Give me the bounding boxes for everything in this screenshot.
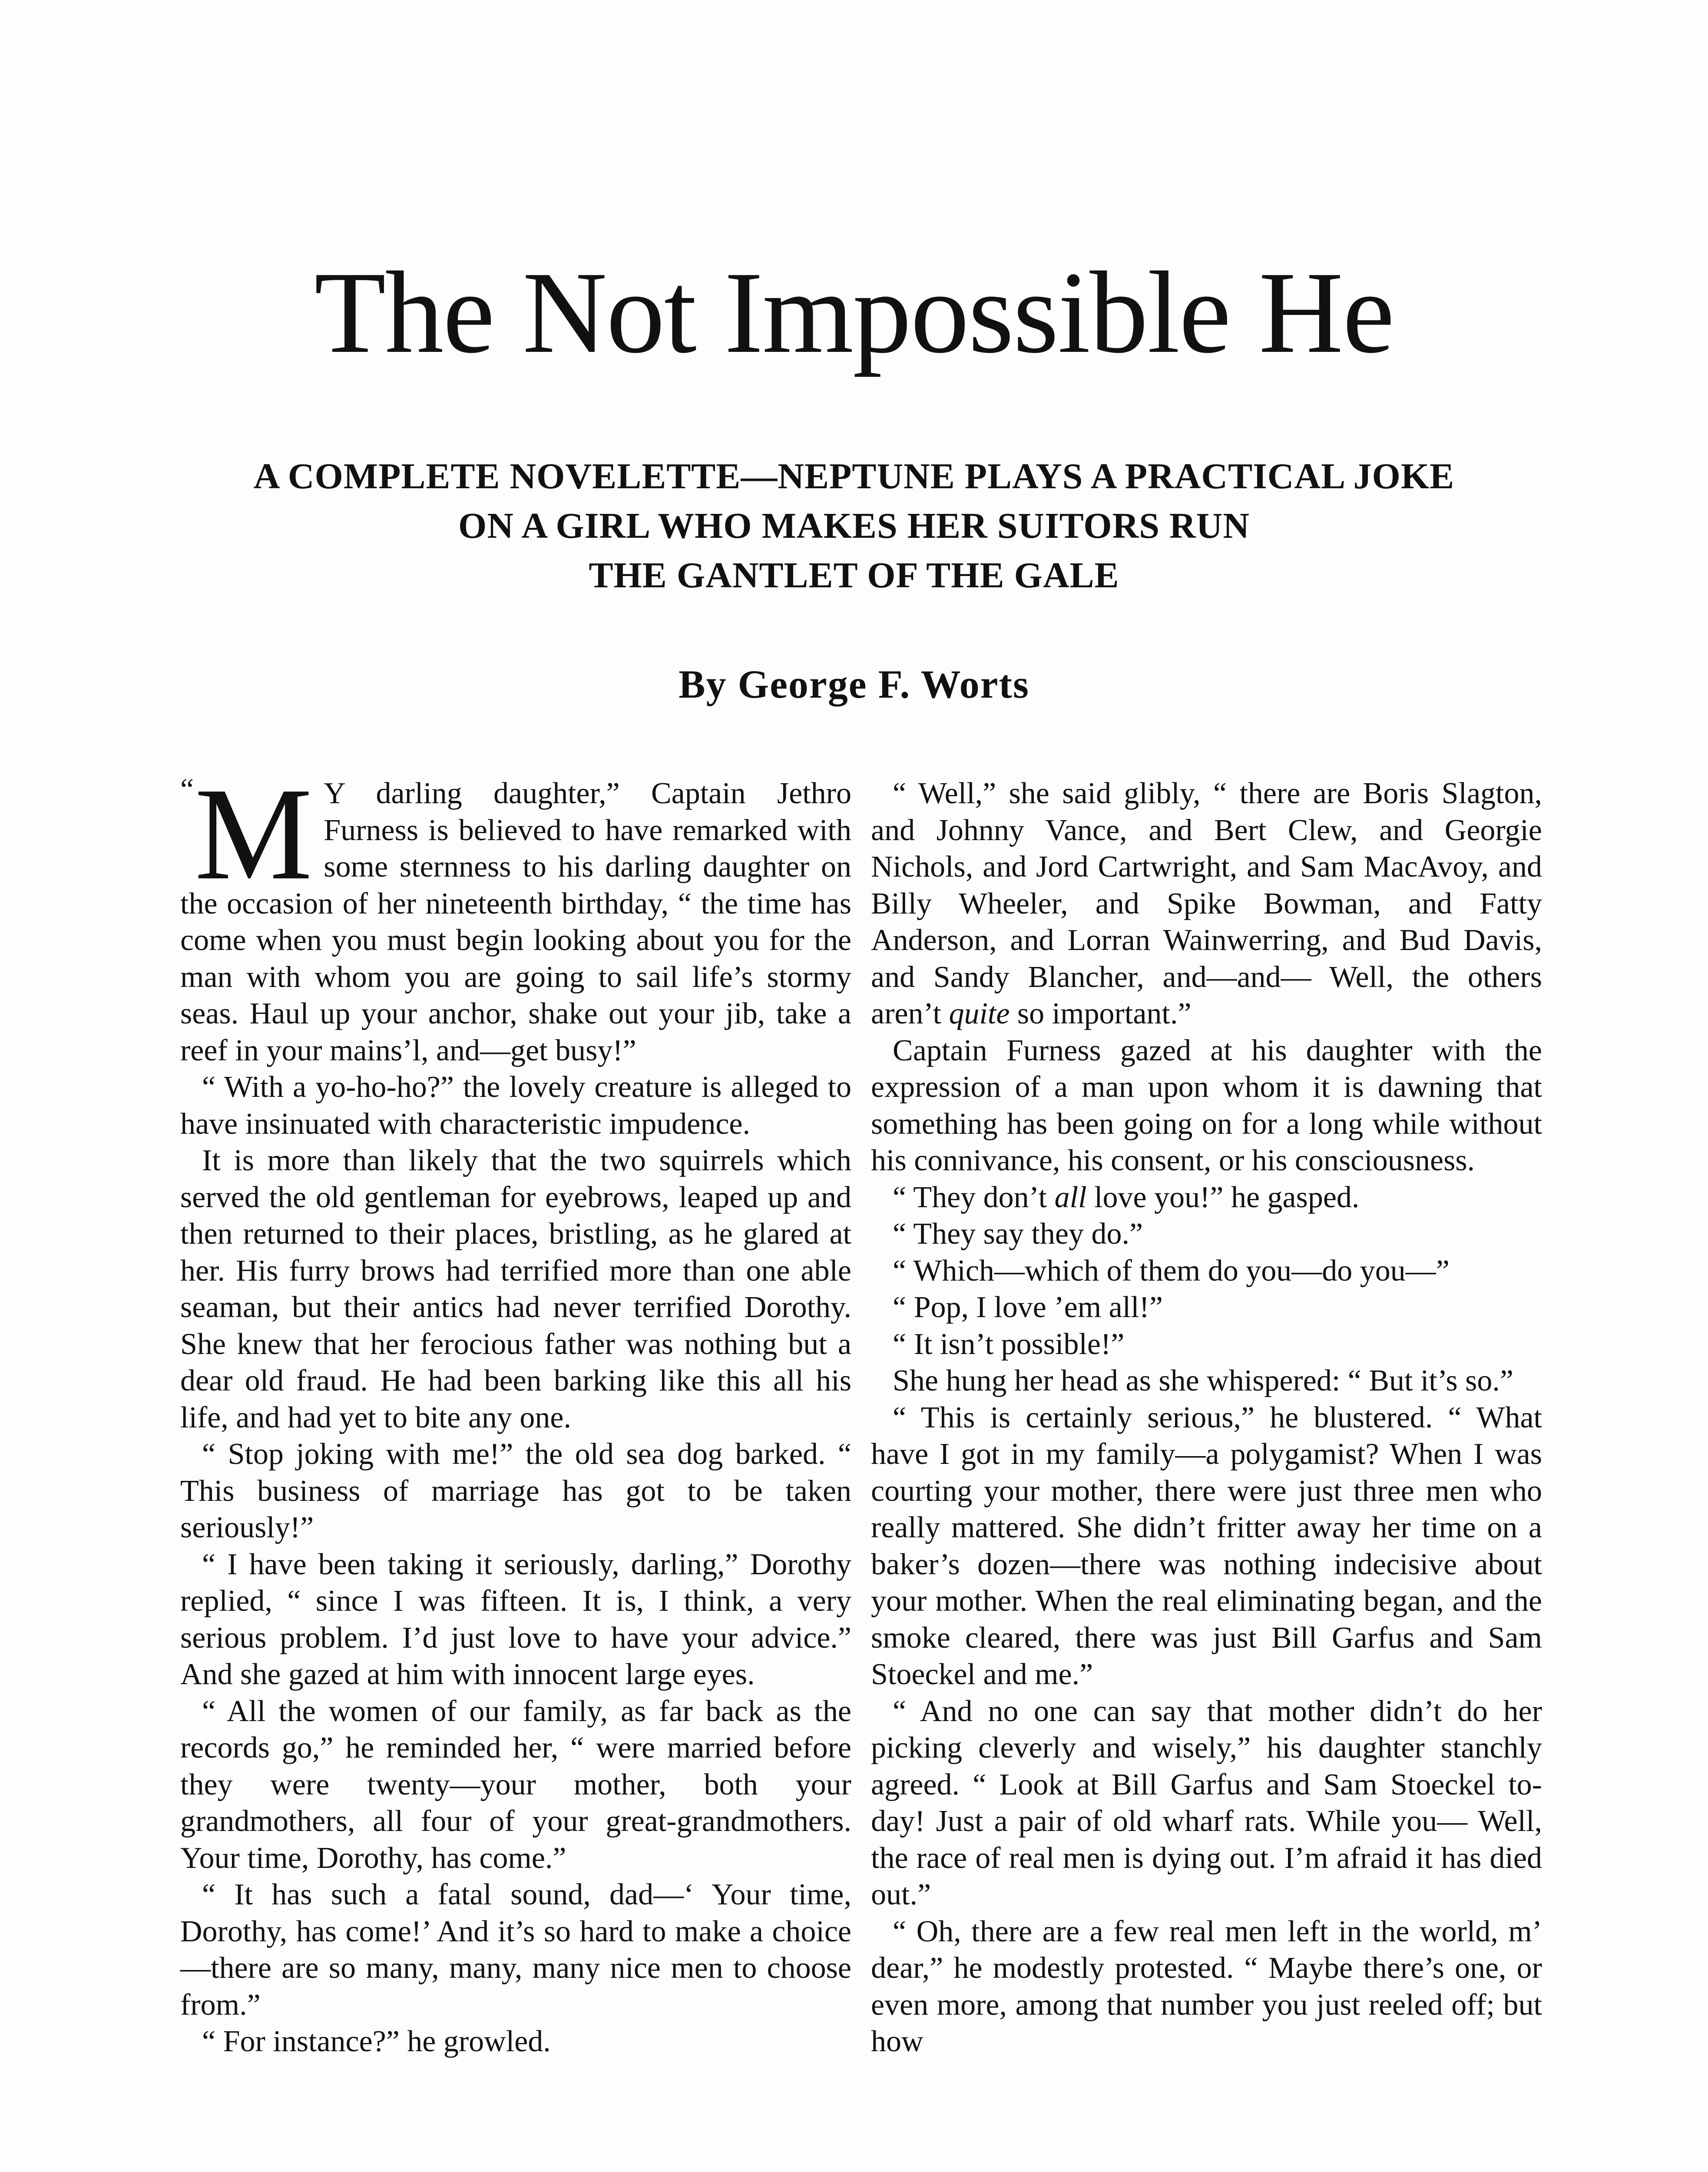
paragraph: Captain Furness gazed at his daughter with the expression of a man upon whom it is dawning that something has been going on for a long while without his connivance, his consent, or his consciousness. [871,1033,1542,1177]
paragraph: “ And no one can say that mother didn’t do her picking cleverly and wisely,” his daughter stanchly agreed. “ Look at Bill Garfus and Sam Stoeckel to-day! Just a pair of old wharf rats. While you— Well, the race of real men is dying out. I’m afraid it has died out.” [871,1694,1542,1911]
paragraph: She hung her head as she whispered: “ But it’s so.” [893,1364,1513,1397]
paragraph: “ Pop, I love ’em all!” [893,1291,1163,1324]
paragraph: “ Well,” she said glibly, “ there are Boris Slagton, and Johnny Vance, and Bert Clew, and Georgie Nichols, and Jord Cartwright, and Sam MacAvoy, and Billy Wheeler, and Spike Bowman, and Fatty Anderson, and Lorran Wainwerring, and Bud Davis, and Sandy Blancher, and—and— Well, the others aren’t quite so important.” [871,777,1542,1030]
paragraph: “ With a yo-ho-ho?” the lovely creature is alleged to have insinuated with characteristic impudence. [180,1070,851,1141]
paragraph: “ For instance?” he growled. [202,2025,551,2058]
text-column-right [871,775,1542,2060]
subtitle-line: ON A GIRL WHO MAKES HER SUITORS RUN [458,506,1250,546]
paragraph: “ It isn’t possible!” [893,1327,1125,1361]
paragraph: “ They say they do.” [893,1217,1143,1251]
paragraph: “ This is certainly serious,” he blustered. “ What have I got in my family—a polygamist? When I was courting your mother, there were just three men who really mattered. She didn’t fritter away her time on a baker’s dozen—there was nothing indecisive about your mother. When the real eliminating began, and the smoke cleared, there was just Bill Garfus and Sam Stoeckel and me.” [871,1401,1542,1691]
paragraph: “ They don’t all love you!” he gasped. [893,1180,1360,1214]
opening-paragraph [180,760,851,1069]
paragraph: “ All the women of our family, as far back as the records go,” he reminded her, “ were married before they were twenty—your mother, both your grandmothers, all four of your great-grandmothers. Your time, Dorothy, has come.” [180,1694,851,1875]
paragraph: “ It has such a fatal sound, dad—‘ Your time, Dorothy, has come!’ And it’s so hard to make a choice—there are so many, many, many nice men to choose from.” [180,1878,851,2022]
paragraph: “ Stop joking with me!” the old sea dog barked. “ This business of marriage has got to be taken seriously!” [180,1437,851,1544]
drop-cap: M [195,760,313,907]
paragraph: “ Which—which of them do you—do you—” [893,1254,1450,1288]
paragraph: “ I have been taking it seriously, darling,” Dorothy replied, “ since I was fifteen. It is, I think, a very serious problem. I’d just love to have your advice.” And she gazed at him with innocent large eyes. [180,1547,851,1691]
opening-quote-mark: “ [180,773,194,806]
opening-text: Y darling daughter,” Captain Jethro Furness is believed to have remarked with some sternness to his darling daughter on the occasion of her nineteenth birthday, “ the time has come when you must begin looking about you for the man with whom you are going to sail life’s stormy seas. Haul up your anchor, shake out your jib, take a reef in your mains’l, and—get busy!” [180,777,851,1067]
text-column-left [180,760,851,2060]
subtitle-line: A COMPLETE NOVELETTE—NEPTUNE PLAYS A PRACTICAL JOKE [253,456,1455,497]
byline: By George F. Worts [679,662,1029,706]
paragraph: “ Oh, there are a few real men left in the world, m’ dear,” he modestly protested. “ Maybe there’s one, or even more, among that number you just reeled off; but how [871,1914,1542,2058]
subtitle-line: THE GANTLET OF THE GALE [589,555,1119,596]
story-title: The Not Impossible He [314,248,1394,377]
story-subtitle [130,452,1578,600]
paragraph: It is more than likely that the two squirrels which served the old gentleman for eyebrows, leaped up and then returned to their places, bristling, as he glared at her. His furry brows had terrified more than one able seaman, but their antics had never terrified Dorothy. She knew that her ferocious father was nothing but a dear old fraud. He had been barking like this all his life, and had yet to bite any one. [180,1144,851,1434]
